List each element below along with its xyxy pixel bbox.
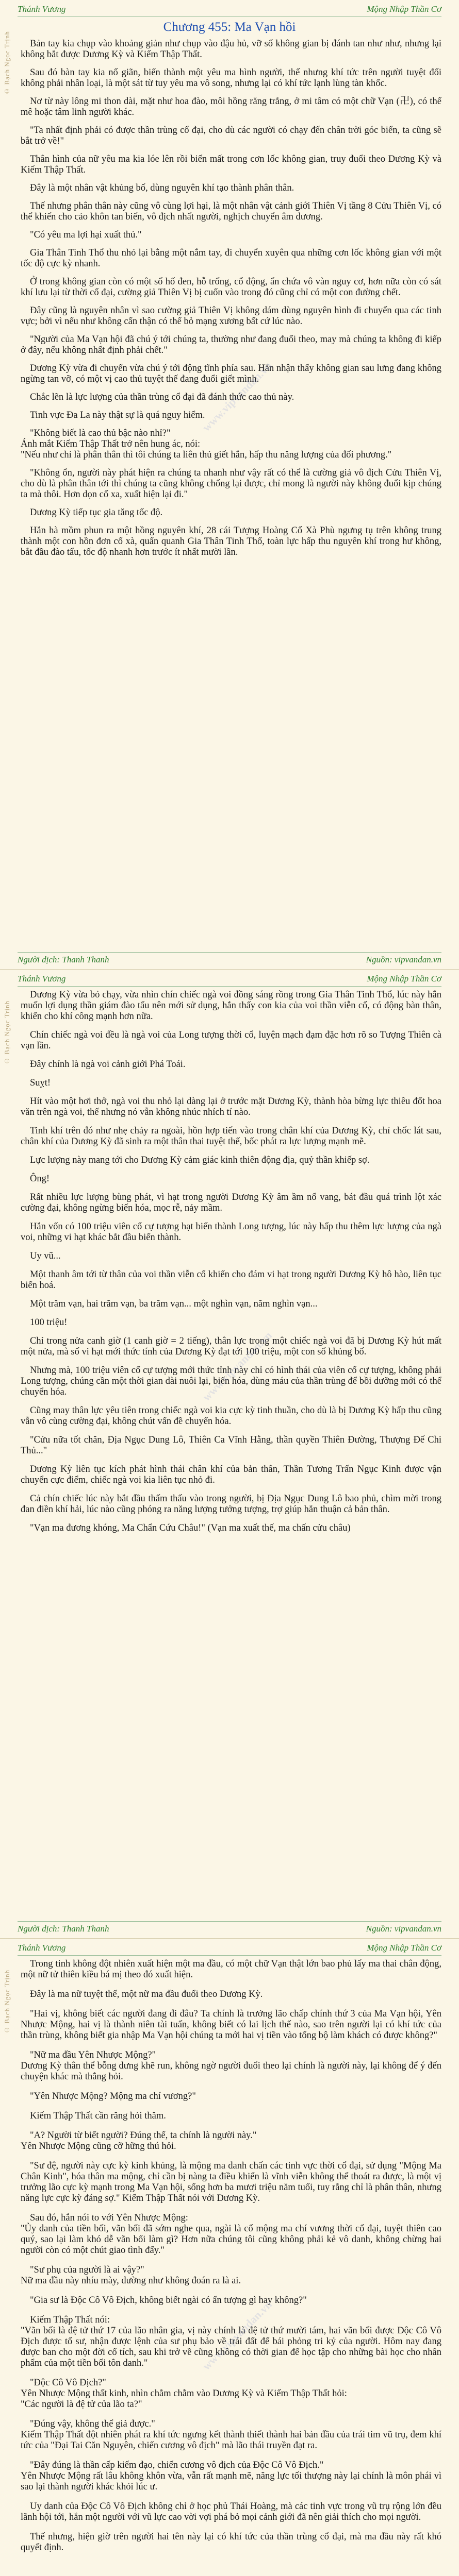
paragraph: Thế nhưng, hiện giờ trên người hai tên này lại có khí tức của thần trùng cổ đại, mà ma đầu này rất khó quyết định. xyxy=(21,2532,441,2553)
paragraph: Uy vũ... xyxy=(30,1251,61,1261)
paragraph: Chín chiếc ngà voi đều là ngà voi của Long tượng thời cổ, luyện mạch đạm đặc hơn rõ so Tượng Thiên cà vạn lần. xyxy=(21,1030,441,1051)
header-series-title: Mộng Nhập Thần Cơ xyxy=(367,1943,441,1953)
header-series-title: Mộng Nhập Thần Cơ xyxy=(367,4,441,14)
paragraph: Nơ từ này lông mi thon dài, mặt như hoa đào, môi hồng răng trắng, ở mi tâm có một chữ Vạn (卍), có thể mê hoặc tâm linh người khác. xyxy=(21,96,441,117)
page-footer xyxy=(18,1921,441,1934)
watermark: www.vipvandan.vn xyxy=(200,359,275,434)
paragraph: Tinh vực Đa La này thật sự là quá nguy hiểm. xyxy=(30,410,205,420)
watermark: www.vipvandan.vn xyxy=(200,2298,275,2373)
page-body xyxy=(21,990,441,1534)
paragraph: Chỉ trong nửa canh giờ (1 canh giờ = 2 tiếng), thân lực trong một chiếc ngà voi đã bị Dương Kỳ hút mất một nửa, mà số vi hạt mới thức tính của Dương Kỳ đạt tới 100 triệu, một con số khủng bố. xyxy=(21,1336,441,1357)
paragraph: Một thanh âm tới từ thân của voi thần viễn cổ khiến cho đám vi hạt trong người Dương Kỳ hô hào, liên tục biến hoá. xyxy=(21,1269,441,1291)
page-body xyxy=(21,1959,441,2553)
footer-translator: Người dịch: Thanh Thanh xyxy=(18,955,109,964)
page-header xyxy=(18,1943,441,1956)
book-page-2 xyxy=(0,969,459,1938)
paragraph: 100 triệu! xyxy=(30,1317,68,1328)
paragraph: "Nữ ma đầu Yên Nhược Mộng?" Dương Kỳ thân thể bỗng dưng khẽ run, không ngờ người đuổi theo lại chính là người này, lại không để ý đến chuyện khác mà thẳng hỏi. xyxy=(21,2050,441,2082)
paragraph: "Yên Nhược Mộng? Mộng ma chí vương?" xyxy=(30,2091,196,2102)
paragraph: "Không ổn, người này phát hiện ra chúng ta nhanh như vậy rất có thể là cường giả vô địch Cửu Thiên Vị, cho dù là phân thân tới thì chúng ta cũng không chống lại được, chỉ mong là người này không đuổi kịp chúng ta mà thôi. Hơn dọn cổ xa, xuất hiện lại đi." xyxy=(21,468,441,500)
paragraph: Ở trong không gian còn có một số hố đen, hỗ trống, cổ động, ẩn chứa vô vàn nguy cơ, hơn nữa còn có sát khí lưu lại từ thời cổ đại, cường giả Thiên Vị bị cuốn vào trong đó cũng chỉ có một con đường chết. xyxy=(21,277,441,298)
paragraph: "Ta nhất định phải có được thần trùng cổ đại, cho dù các người có chạy đến chân trời góc biển, ta cũng sẽ bắt trở về!" xyxy=(21,125,441,146)
paragraph: Trong tinh không đột nhiên xuất hiện một ma đầu, có một chữ Vạn thật lớn bao phủ lấy ma thai chân động, một nữ tử thiên kiều bá mị theo đó xuất hiện. xyxy=(21,1959,441,1980)
page-header xyxy=(18,974,441,987)
paragraph: "Không biết là cao thủ bậc nào nhỉ?" Ánh mắt Kiếm Thập Thất trở nên hung ác, nói: "Nếu như chỉ là phân thân thì tôi chúng ta liên thủ giết hắn, hấp thu năng lượng của đối phương." xyxy=(21,428,392,460)
paragraph: Kiếm Thập Thất cần răng hỏi thăm. xyxy=(30,2111,166,2121)
paragraph: Lực lượng này mang tới cho Dương Kỳ cảm giác kinh thiên động địa, quỷ thần khiếp sợ. xyxy=(30,1155,370,1165)
paragraph: Đây cũng là nguyên nhân vì sao cường giả Thiên Vị không dám dùng nguyên hình đi chuyển qua các tinh vực; bởi vì nếu như không cẩn thận có thể bỏ mạng xương bất cứ lúc nào. xyxy=(21,306,441,327)
side-copyright-mark: © Bạch Ngọc Trịnh xyxy=(3,31,11,95)
paragraph: Thân hình của nữ yêu ma kia lóe lên rồi biến mất trong cơn lốc không gian, truy đuổi theo Dương Kỳ và Kiếm Thập Thất. xyxy=(21,154,441,175)
paragraph: Dương Kỳ liên tục kích phát hình thái chân khí của bản thân, Thần Tương Trấn Ngục Kinh được vận chuyển cực điểm, chiếc ngà voi kia liên tục nhỏ đi. xyxy=(21,1464,441,1485)
paragraph: Tinh khí trên đó như nhẹ chảy ra ngoài, hồn hợp tiến vào trong chân khí của Dương Kỳ, chỉ chốc lát sau, chân khí của Dương Kỳ đã sinh ra một thân thai tuyệt thế, bốc phát ra lực lượng mạnh mẽ. xyxy=(21,1126,441,1147)
paragraph: Nhưng mà, 100 triệu viên cổ cự tượng mới thức tỉnh này chỉ có hình thái của viên cổ cự tượng, không phải Long tượng, chúng cần một thời gian dài nuôi lại, biến hóa, dùng máu của thần trùng để bồi dưỡng mới có thể chuyển hóa. xyxy=(21,1365,441,1397)
chapter-title: Chương 455: Ma Vạn hồi xyxy=(163,20,296,34)
paragraph: "Sư đệ, người này cực kỳ kinh khủng, là mộng ma danh chấn các tinh vực thời cổ đại, sử dụng "Mộng Ma Chân Kinh", hóa thân ma mộng, chỉ cần bị nàng ta điều khiển là vĩnh viễn không thể thoát ra được, là một vị trưởng lão cực kỳ mạnh trong Ma Vạn hội, sống hơn ba mươi triệu năm tuổi, tuy rằng chỉ là phân thân, nhưng năng lực cực kỳ đáng sợ." Kiếm Thập Thất nói với Dương Kỳ. xyxy=(21,2161,441,2204)
paragraph: "Hai vị, không biết các người đang đi đâu? Ta chính là trưởng lão chấp chính thứ 3 của Ma Vạn hội, Yên Nhược Mộng, hai vị là thành niên tài tuấn, không biết có lai lịch thế nào, sao trên người lại có khí tức của thần trùng, không biết gia nhập Ma Vạn hội chúng ta mới hai vị tiền vào tổng bộ làm khách có được không?" xyxy=(21,2009,441,2041)
side-copyright-mark: © Bạch Ngọc Trịnh xyxy=(3,1970,11,2034)
paragraph: Dương Kỳ vừa bỏ chạy, vừa nhìn chín chiếc ngà voi đồng sáng rồng trong Gia Thân Tinh Thổ, lúc này hắn muốn lợi dụng thần giám đào tẩu nên mới sử dụng, hắn thấy con kia của voi thần viễn cổ, có động bàn thân, khiến cho khí công mạnh hơn nữa. xyxy=(21,990,441,1022)
paragraph: Uy danh của Độc Cô Vô Địch không chỉ ở học phủ Thái Hoàng, mà các tinh vực trong vũ trụ rộng lớn đều lãnh hội tới, hắn một người với vũ lực cao vời vợi phá bỏ mọi cảnh giới đã nên giải thích cho mọi người. xyxy=(21,2501,441,2522)
paragraph: Cả chín chiếc lúc này bắt đầu thấm thấu vào trong người, bị Địa Ngục Dung Lô bao phủ, chìm mời trong đan điền khí hải, lúc nào cũng phóng ra năng lượng tưởng tượng, trợ giúp hắn thuận cả bản thân. xyxy=(21,1494,441,1515)
paragraph: Đây là ma nữ tuyệt thế, một nữ ma đầu đuổi theo Dương Kỳ. xyxy=(30,1989,263,1999)
header-book-title: Thánh Vương xyxy=(18,1943,66,1953)
book-page-1 xyxy=(0,0,459,969)
paragraph: Đây chính là ngà voi cảnh giới Phá Toái. xyxy=(30,1059,186,1070)
paragraph: Suỵt! xyxy=(30,1078,51,1088)
paragraph: Dương Kỳ tiếp tục gia tăng tốc độ. xyxy=(30,507,163,518)
paragraph: Chắc lẽn là lực lượng của thần trùng cổ đại đã đánh thức cao thủ này. xyxy=(30,392,294,402)
paragraph: Dương Kỳ vừa đi chuyển vừa chú ý tới động tĩnh phía sau. Hắn nhận thấy không gian sau lưng đang không ngừng tan vỡ, có một vị cao thủ tuyệt thế đang đuổi giết mình. xyxy=(21,363,441,384)
paragraph: Đây là một nhân vật khủng bố, dùng nguyên khí tạo thành phân thân. xyxy=(30,183,294,193)
paragraph: Gia Thân Tinh Thổ thu nhỏ lại bằng một nắm tay, đi chuyển xuyên qua những cơn lốc không gian với một tốc độ cực kỳ nhanh. xyxy=(21,248,441,269)
watermark: www.vipvandan.vn xyxy=(200,1329,275,1404)
paragraph: "Độc Cô Vô Địch?" Yên Nhược Mộng thất kinh, nhìn chằm chằm vào Dương Kỳ và Kiếm Thập Thất hỏi: "Các người là đệ tử của lão ta?" xyxy=(21,2378,347,2410)
paragraph: "Gia sư là Độc Cô Vô Địch, không biết ngài có ấn tượng gì hay không?" xyxy=(30,2295,307,2306)
paragraph: Sau đó, hắn nói to với Yên Nhược Mộng: "Ủy danh của tiền bối, vãn bối đã sớm nghe qua, ngài là cổ mộng ma chí vương thời cổ đại, tuyệt thiên cao quý, sao lại làm khó dễ vãn bối làm gì? Hơn nữa chúng tôi cũng không phải kẻ vô danh, không chừng hai người còn có một chút giao tình đấy." xyxy=(21,2213,441,2256)
paragraph: "Có yêu ma lợi hại xuất thủ." xyxy=(30,230,142,240)
paragraph: Rất nhiều lực lượng bùng phát, vì hạt trong người Dương Kỳ âm ầm nổ vang, bát đầu quá trình lột xác cường đại, không ngừng biến hóa, mọc rễ, nảy mầm. xyxy=(21,1192,441,1213)
paragraph: Thế nhưng phân thân này cũng vô cùng lợi hại, là một nhân vật cảnh giới Thiên Vị tầng 8 Cửu Thiên Vị, có thể khiến cho cảo khôn tan biến, vô địch nhất người, nghịch chuyển âm dương. xyxy=(21,201,441,222)
footer-source: Nguồn: vipvandan.vn xyxy=(366,1924,441,1934)
header-series-title: Mộng Nhập Thần Cơ xyxy=(367,974,441,984)
paragraph: Ông! xyxy=(30,1174,50,1184)
footer-translator: Người dịch: Thanh Thanh xyxy=(18,1924,109,1934)
side-copyright-mark: © Bạch Ngọc Trịnh xyxy=(3,1001,11,1065)
page-body xyxy=(21,39,441,558)
paragraph: Cũng may thân lực yêu tiên trong chiếc ngà voi kia cực kỳ tinh thuần, cho dù là bị Dương Kỳ hấp thu cũng vẫn vô cùng cường đại, không chút vấn đề chuyển hóa. xyxy=(21,1405,441,1427)
paragraph: "A? Người từ biết người? Đúng thế, ta chính là người này." Yên Nhược Mộng cũng cỡ hững thú hỏi. xyxy=(21,2130,257,2151)
paragraph: Hắn vốn có 100 triệu viên cổ cự tượng hạt biến thành Long tượng, lúc này hấp thu thêm lực lượng của ngà voi, những vi hạt khác bắt đầu biến thành. xyxy=(21,1222,441,1243)
paragraph: Sau đó bàn tay kia nổ giãn, biến thành một yêu ma hình người, thế nhưng khí tức trên người tuyệt đối không phải nhân loại, là một sát từ tuy yêu ma vô song, nhưng lại có khí tức lạnh lùng tàn khốc. xyxy=(21,67,441,89)
paragraph: "Vạn ma đương khóng, Ma Chẩn Cứu Châu!" (Vạn ma xuất thế, ma chấn cửu châu) xyxy=(30,1523,351,1533)
paragraph: Kiếm Thập Thất nói: "Vãn bối là đệ tử thứ 17 của lão nhân gia, vị này chính là đệ tử thứ mười tám, hai vãn bối được Độc Cô Vô Địch được tổ sư, nhận được lệnh của sư phụ bảo về trái đất để bái phỏng tri kỷ của người. Hôm nay đang được ban cho một đời cổ tích, sau khi trở về cũng không có thời gian để học tập cho những bài học cho nhân phẩm của một tiền bối tôn danh." xyxy=(21,2315,441,2368)
paragraph: "Cửu nữa tốt chăn, Địa Ngục Dung Lô, Thiên Ca Vĩnh Hằng, thần quyền Thiên Đường, Thượng Đế Chi Thủ..." xyxy=(21,1435,441,1456)
paragraph: Một trăm vạn, hai trăm vạn, ba trăm vạn... một nghìn vạn, năm nghìn vạn... xyxy=(30,1299,318,1309)
header-book-title: Thánh Vương xyxy=(18,4,66,14)
paragraph: "Người của Ma Vạn hội đã chú ý tới chúng ta, thường như đang đuổi theo, may mà chúng ta không đi kiếp ở đây, nếu không nhất định phải chết." xyxy=(21,334,441,355)
header-book-title: Thánh Vương xyxy=(18,974,66,984)
page-footer xyxy=(18,952,441,965)
paragraph: "Đúng vậy, không thể giả được." Kiếm Thập Thất đột nhiên phát ra khí tức ngưng kết thành thiết thành hai bản đầu của trái tim vũ trụ, đem khí tức của "Đại Tai Căn Nguyên, chiến cương vô địch" mà lão thái truyền đạt ra. xyxy=(21,2419,441,2451)
paragraph: "Đây đúng là thần cấp kiếm đạo, chiến cương vô địch của Độc Cô Vô Địch." Yên Nhược Mộng rất lâu không khôn vừa, vẫn rất mạnh mẽ, năng lực tối thượng này lại chính là môn phái vì sao lại thành người khác khỏi lúc ư. xyxy=(21,2460,441,2492)
paragraph: Hắn hà mồm phun ra một hồng nguyên khí, 28 cái Tượng Hoàng Cổ Xà Phù ngưng tụ trên không trung thành một con hồn đơn cổ xà, quấn quanh Gia Thân Tinh Thổ, toàn lực hấp thu nguyên khí trong hư không, bắt đầu đào tẩu, tốc độ nhanh hơn trước ít nhất mười lần. xyxy=(21,526,441,557)
paragraph: Hít vào một hơi thở, ngà voi thu nhỏ lại dàng lại ở trước mặt Dương Kỳ, thành hòa bừng lực thiêu đốt hoa văn trên ngà voi, thế nhưng nó vẫn không nhúc nhích tí nào. xyxy=(21,1096,441,1117)
footer-source: Nguồn: vipvandan.vn xyxy=(366,955,441,964)
paragraph: Bản tay kia chụp vào khoảng giản như chụp vào đậu hủ, vỡ số không gian bị đánh tan như như, nhưng lại không bắt được Dương Kỳ và Kiếm Thập Thất. xyxy=(21,39,441,60)
paragraph: "Sư phụ của người là ai vậy?" Nữ ma đầu này nhíu mày, dường như không đoán ra là ai. xyxy=(21,2265,241,2286)
book-page-3 xyxy=(0,1938,459,2576)
page-header xyxy=(18,4,441,17)
